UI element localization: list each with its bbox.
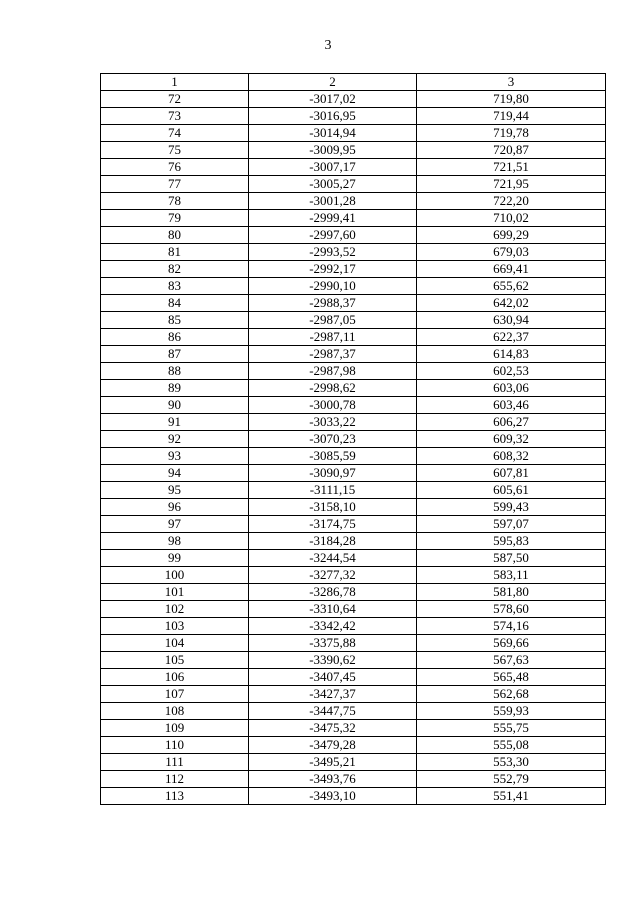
x-coordinate-cell: -2993,52 xyxy=(249,244,417,261)
y-coordinate-cell: 710,02 xyxy=(417,210,606,227)
x-coordinate-cell: -3244,54 xyxy=(249,550,417,567)
point-number-cell: 93 xyxy=(101,448,249,465)
table-row xyxy=(101,176,606,193)
y-coordinate-cell: 597,07 xyxy=(417,516,606,533)
table-row xyxy=(101,516,606,533)
table-row xyxy=(101,312,606,329)
y-coordinate-cell: 605,61 xyxy=(417,482,606,499)
y-coordinate-cell: 559,93 xyxy=(417,703,606,720)
table-row xyxy=(101,380,606,397)
y-coordinate-cell: 719,78 xyxy=(417,125,606,142)
point-number-cell: 77 xyxy=(101,176,249,193)
point-number-cell: 112 xyxy=(101,771,249,788)
table-row xyxy=(101,618,606,635)
point-number-cell: 86 xyxy=(101,329,249,346)
x-coordinate-cell: -2997,60 xyxy=(249,227,417,244)
point-number-cell: 103 xyxy=(101,618,249,635)
y-coordinate-cell: 578,60 xyxy=(417,601,606,618)
point-number-cell: 73 xyxy=(101,108,249,125)
x-coordinate-cell: -3001,28 xyxy=(249,193,417,210)
point-number-cell: 76 xyxy=(101,159,249,176)
point-number-cell: 88 xyxy=(101,363,249,380)
y-coordinate-cell: 569,66 xyxy=(417,635,606,652)
table-row xyxy=(101,601,606,618)
table-row xyxy=(101,754,606,771)
table-row xyxy=(101,737,606,754)
table-row xyxy=(101,346,606,363)
x-coordinate-cell: -3009,95 xyxy=(249,142,417,159)
point-number-cell: 95 xyxy=(101,482,249,499)
y-coordinate-cell: 642,02 xyxy=(417,295,606,312)
point-number-cell: 109 xyxy=(101,720,249,737)
y-coordinate-cell: 551,41 xyxy=(417,788,606,805)
x-coordinate-cell: -2998,62 xyxy=(249,380,417,397)
table-row xyxy=(101,465,606,482)
table-row xyxy=(101,91,606,108)
column-header-3: 3 xyxy=(417,74,606,91)
x-coordinate-cell: -3342,42 xyxy=(249,618,417,635)
table-row xyxy=(101,397,606,414)
point-number-cell: 81 xyxy=(101,244,249,261)
y-coordinate-cell: 609,32 xyxy=(417,431,606,448)
x-coordinate-cell: -3479,28 xyxy=(249,737,417,754)
table-row xyxy=(101,584,606,601)
table-row xyxy=(101,244,606,261)
y-coordinate-cell: 599,43 xyxy=(417,499,606,516)
y-coordinate-cell: 574,16 xyxy=(417,618,606,635)
x-coordinate-cell: -3475,32 xyxy=(249,720,417,737)
x-coordinate-cell: -3427,37 xyxy=(249,686,417,703)
table-row xyxy=(101,788,606,805)
x-coordinate-cell: -3085,59 xyxy=(249,448,417,465)
point-number-cell: 110 xyxy=(101,737,249,754)
table-row xyxy=(101,414,606,431)
x-coordinate-cell: -3447,75 xyxy=(249,703,417,720)
x-coordinate-cell: -3016,95 xyxy=(249,108,417,125)
table-row xyxy=(101,550,606,567)
y-coordinate-cell: 630,94 xyxy=(417,312,606,329)
x-coordinate-cell: -3007,17 xyxy=(249,159,417,176)
x-coordinate-cell: -2990,10 xyxy=(249,278,417,295)
y-coordinate-cell: 614,83 xyxy=(417,346,606,363)
x-coordinate-cell: -3005,27 xyxy=(249,176,417,193)
table-row xyxy=(101,703,606,720)
x-coordinate-cell: -2999,41 xyxy=(249,210,417,227)
y-coordinate-cell: 722,20 xyxy=(417,193,606,210)
x-coordinate-cell: -3407,45 xyxy=(249,669,417,686)
x-coordinate-cell: -3184,28 xyxy=(249,533,417,550)
point-number-cell: 108 xyxy=(101,703,249,720)
table-row xyxy=(101,482,606,499)
table-row xyxy=(101,533,606,550)
x-coordinate-cell: -2987,98 xyxy=(249,363,417,380)
point-number-cell: 80 xyxy=(101,227,249,244)
x-coordinate-cell: -3495,21 xyxy=(249,754,417,771)
y-coordinate-cell: 608,32 xyxy=(417,448,606,465)
table-row xyxy=(101,329,606,346)
table-row xyxy=(101,261,606,278)
y-coordinate-cell: 669,41 xyxy=(417,261,606,278)
point-number-cell: 113 xyxy=(101,788,249,805)
point-number-cell: 82 xyxy=(101,261,249,278)
x-coordinate-cell: -3090,97 xyxy=(249,465,417,482)
column-header-2: 2 xyxy=(249,74,417,91)
table-row xyxy=(101,227,606,244)
x-coordinate-cell: -3158,10 xyxy=(249,499,417,516)
x-coordinate-cell: -3017,02 xyxy=(249,91,417,108)
table-row xyxy=(101,635,606,652)
y-coordinate-cell: 552,79 xyxy=(417,771,606,788)
point-number-cell: 111 xyxy=(101,754,249,771)
table-row xyxy=(101,142,606,159)
table-row xyxy=(101,669,606,686)
point-number-cell: 72 xyxy=(101,91,249,108)
point-number-cell: 94 xyxy=(101,465,249,482)
table-row xyxy=(101,567,606,584)
y-coordinate-cell: 699,29 xyxy=(417,227,606,244)
x-coordinate-cell: -3286,78 xyxy=(249,584,417,601)
y-coordinate-cell: 603,46 xyxy=(417,397,606,414)
y-coordinate-cell: 602,53 xyxy=(417,363,606,380)
table-row xyxy=(101,720,606,737)
point-number-cell: 99 xyxy=(101,550,249,567)
y-coordinate-cell: 606,27 xyxy=(417,414,606,431)
table-row xyxy=(101,771,606,788)
x-coordinate-cell: -2988,37 xyxy=(249,295,417,312)
table-header-row xyxy=(101,74,606,91)
x-coordinate-cell: -3493,10 xyxy=(249,788,417,805)
table-row xyxy=(101,125,606,142)
y-coordinate-cell: 721,95 xyxy=(417,176,606,193)
point-number-cell: 106 xyxy=(101,669,249,686)
table-row xyxy=(101,210,606,227)
y-coordinate-cell: 622,37 xyxy=(417,329,606,346)
point-number-cell: 104 xyxy=(101,635,249,652)
y-coordinate-cell: 679,03 xyxy=(417,244,606,261)
x-coordinate-cell: -3375,88 xyxy=(249,635,417,652)
x-coordinate-cell: -3174,75 xyxy=(249,516,417,533)
x-coordinate-cell: -3277,32 xyxy=(249,567,417,584)
y-coordinate-cell: 595,83 xyxy=(417,533,606,550)
y-coordinate-cell: 562,68 xyxy=(417,686,606,703)
column-header-1: 1 xyxy=(101,74,249,91)
point-number-cell: 98 xyxy=(101,533,249,550)
table-row xyxy=(101,431,606,448)
table-row xyxy=(101,686,606,703)
point-number-cell: 107 xyxy=(101,686,249,703)
table-row xyxy=(101,499,606,516)
x-coordinate-cell: -3111,15 xyxy=(249,482,417,499)
y-coordinate-cell: 719,44 xyxy=(417,108,606,125)
y-coordinate-cell: 720,87 xyxy=(417,142,606,159)
point-number-cell: 83 xyxy=(101,278,249,295)
point-number-cell: 102 xyxy=(101,601,249,618)
x-coordinate-cell: -2987,05 xyxy=(249,312,417,329)
table-row xyxy=(101,193,606,210)
point-number-cell: 91 xyxy=(101,414,249,431)
point-number-cell: 75 xyxy=(101,142,249,159)
table-body xyxy=(101,91,606,805)
y-coordinate-cell: 603,06 xyxy=(417,380,606,397)
point-number-cell: 74 xyxy=(101,125,249,142)
x-coordinate-cell: -3390,62 xyxy=(249,652,417,669)
x-coordinate-cell: -2987,37 xyxy=(249,346,417,363)
x-coordinate-cell: -3000,78 xyxy=(249,397,417,414)
table-row xyxy=(101,448,606,465)
point-number-cell: 97 xyxy=(101,516,249,533)
y-coordinate-cell: 567,63 xyxy=(417,652,606,669)
table-row xyxy=(101,363,606,380)
y-coordinate-cell: 565,48 xyxy=(417,669,606,686)
table-row xyxy=(101,295,606,312)
x-coordinate-cell: -2987,11 xyxy=(249,329,417,346)
point-number-cell: 89 xyxy=(101,380,249,397)
point-number-cell: 85 xyxy=(101,312,249,329)
point-number-cell: 84 xyxy=(101,295,249,312)
point-number-cell: 92 xyxy=(101,431,249,448)
x-coordinate-cell: -3033,22 xyxy=(249,414,417,431)
y-coordinate-cell: 719,80 xyxy=(417,91,606,108)
point-number-cell: 101 xyxy=(101,584,249,601)
point-number-cell: 100 xyxy=(101,567,249,584)
y-coordinate-cell: 607,81 xyxy=(417,465,606,482)
point-number-cell: 96 xyxy=(101,499,249,516)
y-coordinate-cell: 583,11 xyxy=(417,567,606,584)
table-row xyxy=(101,278,606,295)
table-row xyxy=(101,108,606,125)
coordinates-table xyxy=(100,73,606,805)
y-coordinate-cell: 581,80 xyxy=(417,584,606,601)
x-coordinate-cell: -2992,17 xyxy=(249,261,417,278)
y-coordinate-cell: 721,51 xyxy=(417,159,606,176)
page-number: 3 xyxy=(324,38,332,53)
x-coordinate-cell: -3310,64 xyxy=(249,601,417,618)
point-number-cell: 90 xyxy=(101,397,249,414)
x-coordinate-cell: -3014,94 xyxy=(249,125,417,142)
y-coordinate-cell: 587,50 xyxy=(417,550,606,567)
y-coordinate-cell: 555,75 xyxy=(417,720,606,737)
x-coordinate-cell: -3070,23 xyxy=(249,431,417,448)
y-coordinate-cell: 553,30 xyxy=(417,754,606,771)
y-coordinate-cell: 555,08 xyxy=(417,737,606,754)
table-row xyxy=(101,652,606,669)
point-number-cell: 87 xyxy=(101,346,249,363)
point-number-cell: 78 xyxy=(101,193,249,210)
point-number-cell: 79 xyxy=(101,210,249,227)
point-number-cell: 105 xyxy=(101,652,249,669)
table-row xyxy=(101,159,606,176)
x-coordinate-cell: -3493,76 xyxy=(249,771,417,788)
y-coordinate-cell: 655,62 xyxy=(417,278,606,295)
